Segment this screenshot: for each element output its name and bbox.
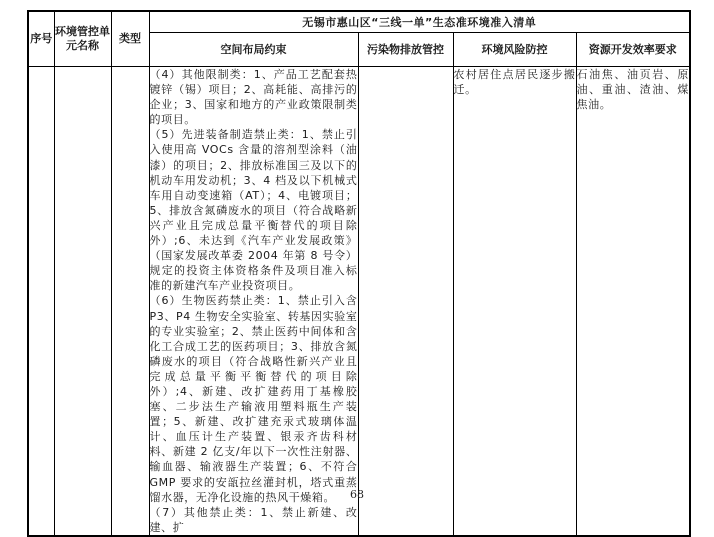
- page-number: 68: [350, 488, 364, 501]
- spatial-paragraph-4: （4）其他限制类：1、产品工艺配套热镀锌（锡）项目；2、高耗能、高排污的企业；3、国家和地方的产业政策限制类的项目。: [149, 68, 358, 127]
- risk-text: 农村居住点居民逐步搬迁。: [453, 68, 576, 97]
- cell-unit-name: [54, 67, 111, 536]
- header-unit-name: 环境管控单元名称: [54, 11, 111, 67]
- header-type: 类型: [111, 11, 149, 67]
- table-title: 无锡市惠山区“三线一单”生态准环境准入清单: [149, 11, 690, 33]
- cell-type: [111, 67, 149, 536]
- header-resource-efficiency: 资源开发效率要求: [576, 33, 690, 67]
- resource-text: 石油焦、油页岩、原油、重油、渣油、煤焦油。: [576, 68, 690, 112]
- header-risk-prevention: 环境风险防控: [453, 33, 576, 67]
- spatial-paragraph-6: （6）生物医药禁止类：1、禁止引入含 P3、P4 生物安全实验室、转基因实验室的专业实验室；2、禁止医药中间体和含化工合成工艺的医药项目；3、排放含氮磷废水的项目（符合战略性新兴产业且完成总量平衡平衡替代的项目除外）;4、新建、改扩建药用丁基橡胶塞、二步法生产输液用塑料瓶生产装置；5、新建、改扩建充汞式玻璃体温计、血压计生产装置、银汞齐齿科材料、新建 2 亿支/年以下一次性注射器、输血器、输液器生产装置；6、不符合 GMP 要求的安瓿拉丝灌封机，塔式重蒸馏水器，无净化设施的热风干燥箱。: [149, 294, 358, 504]
- header-row-title: [28, 11, 690, 33]
- spatial-paragraph-5: （5）先进装备制造禁止类：1、禁止引入使用高 VOCs 含量的溶剂型涂料（油漆）的项目；2、排放标准国三及以下的机动车用发动机；3、4 档及以下机械式车用自动变速箱（AT）；4、电镀项目；5、排放含氮磷废水的项目（符合战略新兴产业且完成总量平衡替代的项目除外）;6、未达到《汽车产业发展政策》（国家发展改革委 2004 年第 8 号令）规定的投资主体资格条件及项目准入标准的新建汽车产业投资项目。: [149, 128, 358, 293]
- spatial-paragraph-7: （7）其他禁止类：1、禁止新建、改建、扩: [149, 505, 358, 534]
- cell-spatial-layout: [149, 67, 358, 536]
- header-pollutant-control: 污染物排放管控: [358, 33, 453, 67]
- header-serial: 序号: [28, 11, 54, 67]
- cell-resource-efficiency: [576, 67, 690, 536]
- table-row: [28, 67, 690, 536]
- cell-pollutant-control: [358, 67, 453, 536]
- header-spatial-layout: 空间布局约束: [149, 33, 358, 67]
- cell-risk-prevention: [453, 67, 576, 536]
- cell-serial: [28, 67, 54, 536]
- access-list-table: [27, 10, 691, 537]
